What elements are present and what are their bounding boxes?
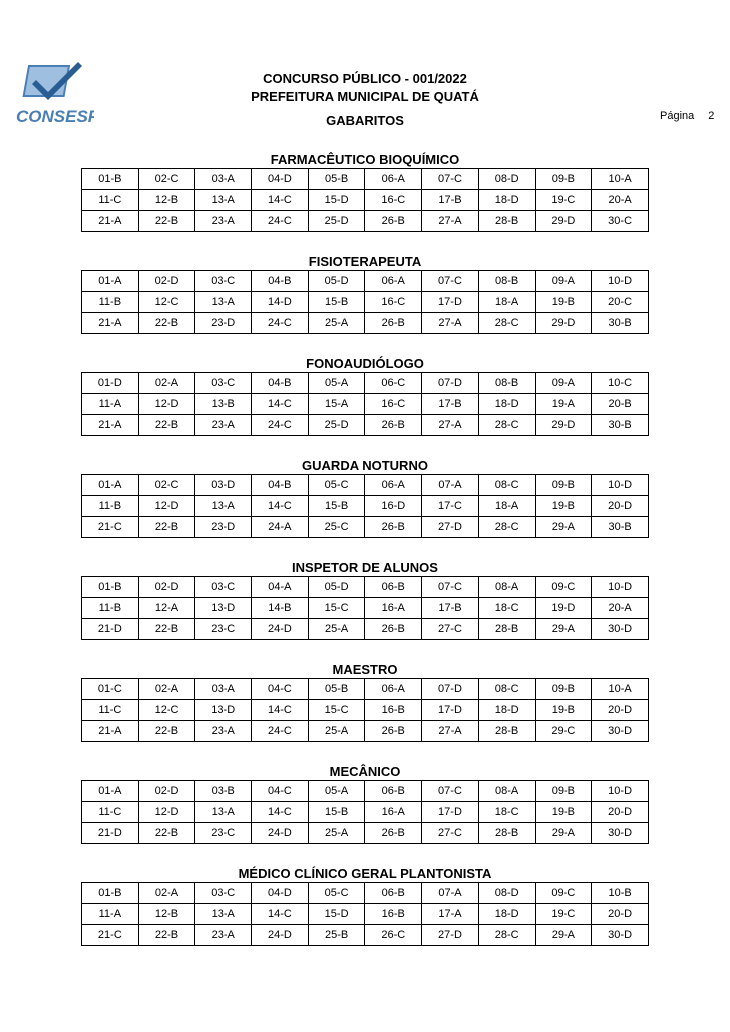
answer-cell: 26-B bbox=[365, 721, 422, 742]
logo-text: CONSESP bbox=[16, 107, 94, 126]
answer-cell: 27-A bbox=[422, 721, 479, 742]
answer-cell: 10-A bbox=[592, 679, 649, 700]
answer-cell: 11-B bbox=[82, 292, 139, 313]
answer-cell: 28-B bbox=[478, 823, 535, 844]
answer-cell: 01-D bbox=[82, 373, 139, 394]
table-row bbox=[82, 823, 649, 844]
answer-cell: 21-C bbox=[82, 517, 139, 538]
answer-table bbox=[81, 780, 649, 844]
answer-cell: 11-A bbox=[82, 394, 139, 415]
answer-cell: 07-D bbox=[422, 373, 479, 394]
answer-cell: 17-A bbox=[422, 904, 479, 925]
answer-cell: 27-A bbox=[422, 211, 479, 232]
answer-cell: 12-C bbox=[138, 292, 195, 313]
answer-cell: 07-C bbox=[422, 271, 479, 292]
section-title: FISIOTERAPEUTA bbox=[308, 254, 422, 269]
answer-cell: 14-C bbox=[252, 496, 309, 517]
answer-cell: 04-B bbox=[252, 373, 309, 394]
answer-cell: 24-D bbox=[252, 619, 309, 640]
answer-cell: 06-A bbox=[365, 679, 422, 700]
answer-cell: 06-C bbox=[365, 373, 422, 394]
answer-cell: 25-A bbox=[308, 823, 365, 844]
answer-cell: 15-C bbox=[308, 598, 365, 619]
answer-cell: 11-C bbox=[82, 700, 139, 721]
answer-cell: 01-B bbox=[82, 883, 139, 904]
answer-cell: 06-B bbox=[365, 883, 422, 904]
document-subtitle: PREFEITURA MUNICIPAL DE QUATÁ bbox=[251, 89, 479, 104]
answer-cell: 21-A bbox=[82, 313, 139, 334]
page-number: 2 bbox=[708, 110, 715, 122]
answer-cell: 23-A bbox=[195, 925, 252, 946]
table-row bbox=[82, 496, 649, 517]
answer-cell: 08-A bbox=[478, 577, 535, 598]
answer-cell: 12-B bbox=[138, 190, 195, 211]
answer-cell: 30-B bbox=[592, 517, 649, 538]
answer-cell: 25-D bbox=[308, 211, 365, 232]
answer-cell: 30-C bbox=[592, 211, 649, 232]
answer-cell: 20-D bbox=[592, 496, 649, 517]
answer-cell: 06-A bbox=[365, 169, 422, 190]
table-row bbox=[82, 394, 649, 415]
answer-cell: 26-B bbox=[365, 517, 422, 538]
answer-cell: 03-B bbox=[195, 781, 252, 802]
answer-cell: 14-B bbox=[252, 598, 309, 619]
answer-cell: 11-C bbox=[82, 190, 139, 211]
answer-section bbox=[81, 152, 649, 232]
answer-cell: 29-A bbox=[535, 619, 592, 640]
answer-cell: 18-D bbox=[478, 394, 535, 415]
answer-cell: 23-A bbox=[195, 721, 252, 742]
answer-cell: 02-D bbox=[138, 781, 195, 802]
answer-cell: 22-B bbox=[138, 925, 195, 946]
answer-cell: 17-B bbox=[422, 598, 479, 619]
answer-cell: 13-A bbox=[195, 802, 252, 823]
answer-cell: 03-C bbox=[195, 271, 252, 292]
answer-cell: 13-A bbox=[195, 190, 252, 211]
answer-cell: 26-B bbox=[365, 415, 422, 436]
answer-cell: 04-B bbox=[252, 271, 309, 292]
document-section: GABARITOS bbox=[326, 113, 404, 128]
table-row bbox=[82, 598, 649, 619]
answer-cell: 22-B bbox=[138, 211, 195, 232]
answer-cell: 17-B bbox=[422, 394, 479, 415]
answer-cell: 12-D bbox=[138, 802, 195, 823]
answer-cell: 02-D bbox=[138, 577, 195, 598]
table-row bbox=[82, 415, 649, 436]
answer-cell: 16-B bbox=[365, 904, 422, 925]
answer-cell: 18-D bbox=[478, 700, 535, 721]
answer-cell: 03-A bbox=[195, 169, 252, 190]
answer-cell: 11-A bbox=[82, 904, 139, 925]
answer-cell: 20-C bbox=[592, 292, 649, 313]
answer-cell: 26-C bbox=[365, 925, 422, 946]
answer-cell: 19-B bbox=[535, 496, 592, 517]
answer-cell: 09-C bbox=[535, 883, 592, 904]
answer-cell: 24-D bbox=[252, 925, 309, 946]
table-row bbox=[82, 211, 649, 232]
answer-section bbox=[81, 254, 649, 334]
answer-cell: 11-B bbox=[82, 598, 139, 619]
answer-cell: 09-A bbox=[535, 373, 592, 394]
answer-cell: 06-B bbox=[365, 577, 422, 598]
answer-cell: 10-D bbox=[592, 271, 649, 292]
section-title: MÉDICO CLÍNICO GERAL PLANTONISTA bbox=[238, 866, 492, 881]
answer-cell: 16-A bbox=[365, 802, 422, 823]
answer-cell: 18-A bbox=[478, 292, 535, 313]
table-row bbox=[82, 292, 649, 313]
answer-cell: 30-B bbox=[592, 415, 649, 436]
answer-cell: 25-C bbox=[308, 517, 365, 538]
answer-cell: 04-C bbox=[252, 679, 309, 700]
answer-cell: 04-B bbox=[252, 475, 309, 496]
answer-cell: 25-A bbox=[308, 619, 365, 640]
answer-cell: 15-C bbox=[308, 700, 365, 721]
answer-cell: 23-A bbox=[195, 415, 252, 436]
answer-cell: 23-A bbox=[195, 211, 252, 232]
answer-cell: 30-B bbox=[592, 313, 649, 334]
answer-cell: 16-B bbox=[365, 700, 422, 721]
answer-cell: 19-A bbox=[535, 394, 592, 415]
answer-cell: 07-C bbox=[422, 169, 479, 190]
answer-cell: 01-B bbox=[82, 169, 139, 190]
table-row bbox=[82, 925, 649, 946]
table-row bbox=[82, 271, 649, 292]
answer-section bbox=[81, 458, 649, 538]
answer-cell: 24-D bbox=[252, 823, 309, 844]
answer-cell: 20-A bbox=[592, 598, 649, 619]
answer-cell: 27-A bbox=[422, 415, 479, 436]
answer-cell: 03-A bbox=[195, 679, 252, 700]
table-row bbox=[82, 475, 649, 496]
answer-cell: 29-D bbox=[535, 415, 592, 436]
answer-cell: 18-D bbox=[478, 190, 535, 211]
answer-cell: 27-C bbox=[422, 619, 479, 640]
answer-cell: 01-C bbox=[82, 679, 139, 700]
section-title: GUARDA NOTURNO bbox=[302, 458, 428, 473]
answer-cell: 13-A bbox=[195, 904, 252, 925]
answer-cell: 02-A bbox=[138, 883, 195, 904]
section-title: FARMACÊUTICO BIOQUÍMICO bbox=[270, 152, 460, 167]
answer-table bbox=[81, 576, 649, 640]
answer-cell: 07-C bbox=[422, 781, 479, 802]
answer-cell: 30-D bbox=[592, 925, 649, 946]
answer-cell: 15-B bbox=[308, 496, 365, 517]
answer-cell: 23-D bbox=[195, 313, 252, 334]
answer-cell: 06-A bbox=[365, 271, 422, 292]
answer-cell: 22-B bbox=[138, 721, 195, 742]
answer-section bbox=[81, 356, 649, 436]
answer-cell: 08-D bbox=[478, 883, 535, 904]
answer-cell: 27-D bbox=[422, 925, 479, 946]
answer-cell: 25-B bbox=[308, 925, 365, 946]
answer-table bbox=[81, 168, 649, 232]
answer-cell: 11-C bbox=[82, 802, 139, 823]
answer-cell: 25-A bbox=[308, 721, 365, 742]
table-row bbox=[82, 517, 649, 538]
table-row bbox=[82, 802, 649, 823]
answer-cell: 06-B bbox=[365, 781, 422, 802]
answer-cell: 16-D bbox=[365, 496, 422, 517]
answer-cell: 13-A bbox=[195, 496, 252, 517]
answer-cell: 04-D bbox=[252, 169, 309, 190]
answer-cell: 17-C bbox=[422, 496, 479, 517]
answer-cell: 22-B bbox=[138, 823, 195, 844]
table-row bbox=[82, 883, 649, 904]
answer-cell: 17-B bbox=[422, 190, 479, 211]
answer-cell: 14-C bbox=[252, 904, 309, 925]
answer-cell: 16-C bbox=[365, 190, 422, 211]
answer-cell: 07-D bbox=[422, 679, 479, 700]
answer-cell: 10-D bbox=[592, 577, 649, 598]
answer-cell: 17-D bbox=[422, 700, 479, 721]
answer-cell: 03-C bbox=[195, 577, 252, 598]
answer-cell: 01-A bbox=[82, 271, 139, 292]
table-row bbox=[82, 781, 649, 802]
answer-cell: 07-A bbox=[422, 883, 479, 904]
answer-cell: 21-C bbox=[82, 925, 139, 946]
answer-cell: 14-C bbox=[252, 700, 309, 721]
answer-cell: 26-B bbox=[365, 619, 422, 640]
answer-cell: 27-A bbox=[422, 313, 479, 334]
table-row bbox=[82, 577, 649, 598]
answer-cell: 26-B bbox=[365, 313, 422, 334]
answer-cell: 17-D bbox=[422, 292, 479, 313]
answer-cell: 25-D bbox=[308, 415, 365, 436]
answer-cell: 29-A bbox=[535, 925, 592, 946]
answer-section bbox=[81, 560, 649, 640]
section-title: FONOAUDIÓLOGO bbox=[306, 356, 424, 371]
answer-cell: 16-C bbox=[365, 292, 422, 313]
answer-table bbox=[81, 678, 649, 742]
answer-cell: 19-D bbox=[535, 598, 592, 619]
table-row bbox=[82, 373, 649, 394]
answer-cell: 09-B bbox=[535, 169, 592, 190]
answer-cell: 05-B bbox=[308, 169, 365, 190]
answer-cell: 08-C bbox=[478, 475, 535, 496]
table-row bbox=[82, 700, 649, 721]
answer-cell: 10-B bbox=[592, 883, 649, 904]
table-row bbox=[82, 313, 649, 334]
section-title: MECÂNICO bbox=[329, 764, 401, 779]
answer-cell: 29-A bbox=[535, 517, 592, 538]
answer-cell: 19-B bbox=[535, 802, 592, 823]
answer-cell: 01-B bbox=[82, 577, 139, 598]
answer-cell: 21-A bbox=[82, 415, 139, 436]
answer-cell: 13-D bbox=[195, 598, 252, 619]
answer-cell: 28-C bbox=[478, 925, 535, 946]
table-row bbox=[82, 904, 649, 925]
answer-cell: 18-C bbox=[478, 802, 535, 823]
answer-cell: 16-A bbox=[365, 598, 422, 619]
answer-cell: 05-A bbox=[308, 373, 365, 394]
answer-cell: 15-D bbox=[308, 904, 365, 925]
document-title: CONCURSO PÚBLICO - 001/2022 bbox=[263, 71, 467, 86]
table-row bbox=[82, 169, 649, 190]
answer-cell: 15-B bbox=[308, 802, 365, 823]
answer-cell: 19-B bbox=[535, 700, 592, 721]
answer-cell: 08-A bbox=[478, 781, 535, 802]
answer-cell: 21-D bbox=[82, 619, 139, 640]
answer-cell: 09-B bbox=[535, 475, 592, 496]
answer-cell: 18-A bbox=[478, 496, 535, 517]
answer-cell: 30-D bbox=[592, 823, 649, 844]
answer-cell: 10-D bbox=[592, 475, 649, 496]
answer-cell: 28-C bbox=[478, 313, 535, 334]
answer-cell: 29-C bbox=[535, 721, 592, 742]
table-row bbox=[82, 619, 649, 640]
answer-cell: 14-C bbox=[252, 394, 309, 415]
answer-cell: 30-D bbox=[592, 619, 649, 640]
answer-cell: 19-C bbox=[535, 190, 592, 211]
answer-cell: 20-D bbox=[592, 700, 649, 721]
answer-cell: 24-C bbox=[252, 721, 309, 742]
answer-section bbox=[81, 662, 649, 742]
answer-cell: 03-C bbox=[195, 373, 252, 394]
page-indicator bbox=[660, 110, 714, 122]
answer-cell: 11-B bbox=[82, 496, 139, 517]
answer-cell: 14-C bbox=[252, 190, 309, 211]
answer-table bbox=[81, 270, 649, 334]
answer-cell: 08-D bbox=[478, 169, 535, 190]
answer-cell: 09-A bbox=[535, 271, 592, 292]
answer-cell: 15-D bbox=[308, 190, 365, 211]
answer-cell: 20-D bbox=[592, 802, 649, 823]
answer-cell: 28-B bbox=[478, 721, 535, 742]
answer-cell: 13-A bbox=[195, 292, 252, 313]
answer-cell: 20-B bbox=[592, 394, 649, 415]
answer-section bbox=[81, 764, 649, 844]
answer-cell: 10-D bbox=[592, 781, 649, 802]
answer-cell: 09-C bbox=[535, 577, 592, 598]
answer-cell: 02-C bbox=[138, 475, 195, 496]
answer-cell: 23-D bbox=[195, 517, 252, 538]
answer-table bbox=[81, 372, 649, 436]
answer-cell: 04-D bbox=[252, 883, 309, 904]
answer-cell: 23-C bbox=[195, 619, 252, 640]
answer-cell: 05-C bbox=[308, 475, 365, 496]
answer-cell: 14-D bbox=[252, 292, 309, 313]
answer-cell: 15-A bbox=[308, 394, 365, 415]
answer-cell: 24-C bbox=[252, 313, 309, 334]
answer-cell: 04-A bbox=[252, 577, 309, 598]
answer-cell: 26-B bbox=[365, 823, 422, 844]
table-row bbox=[82, 190, 649, 211]
answer-cell: 17-D bbox=[422, 802, 479, 823]
answer-cell: 22-B bbox=[138, 415, 195, 436]
answer-cell: 12-D bbox=[138, 496, 195, 517]
answer-cell: 18-C bbox=[478, 598, 535, 619]
answer-cell: 06-A bbox=[365, 475, 422, 496]
answer-cell: 12-B bbox=[138, 904, 195, 925]
answer-cell: 14-C bbox=[252, 802, 309, 823]
answer-cell: 02-A bbox=[138, 679, 195, 700]
answer-cell: 09-B bbox=[535, 781, 592, 802]
answer-cell: 03-D bbox=[195, 475, 252, 496]
answer-cell: 05-A bbox=[308, 781, 365, 802]
answer-cell: 09-B bbox=[535, 679, 592, 700]
answer-cell: 20-D bbox=[592, 904, 649, 925]
answer-cell: 02-A bbox=[138, 373, 195, 394]
answer-cell: 07-A bbox=[422, 475, 479, 496]
answer-cell: 25-A bbox=[308, 313, 365, 334]
answer-cell: 28-C bbox=[478, 415, 535, 436]
answer-cell: 08-B bbox=[478, 373, 535, 394]
answer-cell: 05-B bbox=[308, 679, 365, 700]
answer-cell: 28-C bbox=[478, 517, 535, 538]
answer-cell: 27-C bbox=[422, 823, 479, 844]
answer-cell: 12-A bbox=[138, 598, 195, 619]
answer-cell: 18-D bbox=[478, 904, 535, 925]
answer-cell: 19-C bbox=[535, 904, 592, 925]
answer-cell: 13-D bbox=[195, 700, 252, 721]
answer-cell: 30-D bbox=[592, 721, 649, 742]
answer-cell: 20-A bbox=[592, 190, 649, 211]
answer-cell: 29-D bbox=[535, 313, 592, 334]
answer-cell: 10-A bbox=[592, 169, 649, 190]
answer-cell: 22-B bbox=[138, 619, 195, 640]
answer-cell: 28-B bbox=[478, 211, 535, 232]
table-row bbox=[82, 679, 649, 700]
answer-cell: 04-C bbox=[252, 781, 309, 802]
answer-cell: 02-C bbox=[138, 169, 195, 190]
answer-cell: 24-C bbox=[252, 211, 309, 232]
page-label: Página bbox=[660, 110, 695, 122]
answer-cell: 16-C bbox=[365, 394, 422, 415]
answer-cell: 05-D bbox=[308, 577, 365, 598]
answer-cell: 02-D bbox=[138, 271, 195, 292]
answer-cell: 22-B bbox=[138, 313, 195, 334]
section-title: MAESTRO bbox=[332, 662, 398, 677]
answer-cell: 15-B bbox=[308, 292, 365, 313]
section-title: INSPETOR DE ALUNOS bbox=[292, 560, 438, 575]
answer-cell: 10-C bbox=[592, 373, 649, 394]
answer-cell: 28-B bbox=[478, 619, 535, 640]
answer-section bbox=[81, 866, 649, 946]
answer-cell: 05-D bbox=[308, 271, 365, 292]
answer-cell: 21-A bbox=[82, 721, 139, 742]
answer-cell: 29-D bbox=[535, 211, 592, 232]
document-header bbox=[0, 70, 730, 130]
answer-cell: 01-A bbox=[82, 475, 139, 496]
answer-cell: 05-C bbox=[308, 883, 365, 904]
answer-cell: 23-C bbox=[195, 823, 252, 844]
answer-table bbox=[81, 474, 649, 538]
answer-cell: 08-C bbox=[478, 679, 535, 700]
answer-cell: 21-D bbox=[82, 823, 139, 844]
answer-cell: 08-B bbox=[478, 271, 535, 292]
answer-cell: 12-D bbox=[138, 394, 195, 415]
answer-cell: 24-A bbox=[252, 517, 309, 538]
answer-cell: 12-C bbox=[138, 700, 195, 721]
answer-cell: 21-A bbox=[82, 211, 139, 232]
answer-cell: 27-D bbox=[422, 517, 479, 538]
answer-cell: 26-B bbox=[365, 211, 422, 232]
answer-cell: 29-A bbox=[535, 823, 592, 844]
answer-cell: 07-C bbox=[422, 577, 479, 598]
answer-cell: 01-A bbox=[82, 781, 139, 802]
answer-cell: 24-C bbox=[252, 415, 309, 436]
answer-cell: 13-B bbox=[195, 394, 252, 415]
answer-table bbox=[81, 882, 649, 946]
table-row bbox=[82, 721, 649, 742]
answer-cell: 22-B bbox=[138, 517, 195, 538]
answer-cell: 03-C bbox=[195, 883, 252, 904]
answer-cell: 19-B bbox=[535, 292, 592, 313]
